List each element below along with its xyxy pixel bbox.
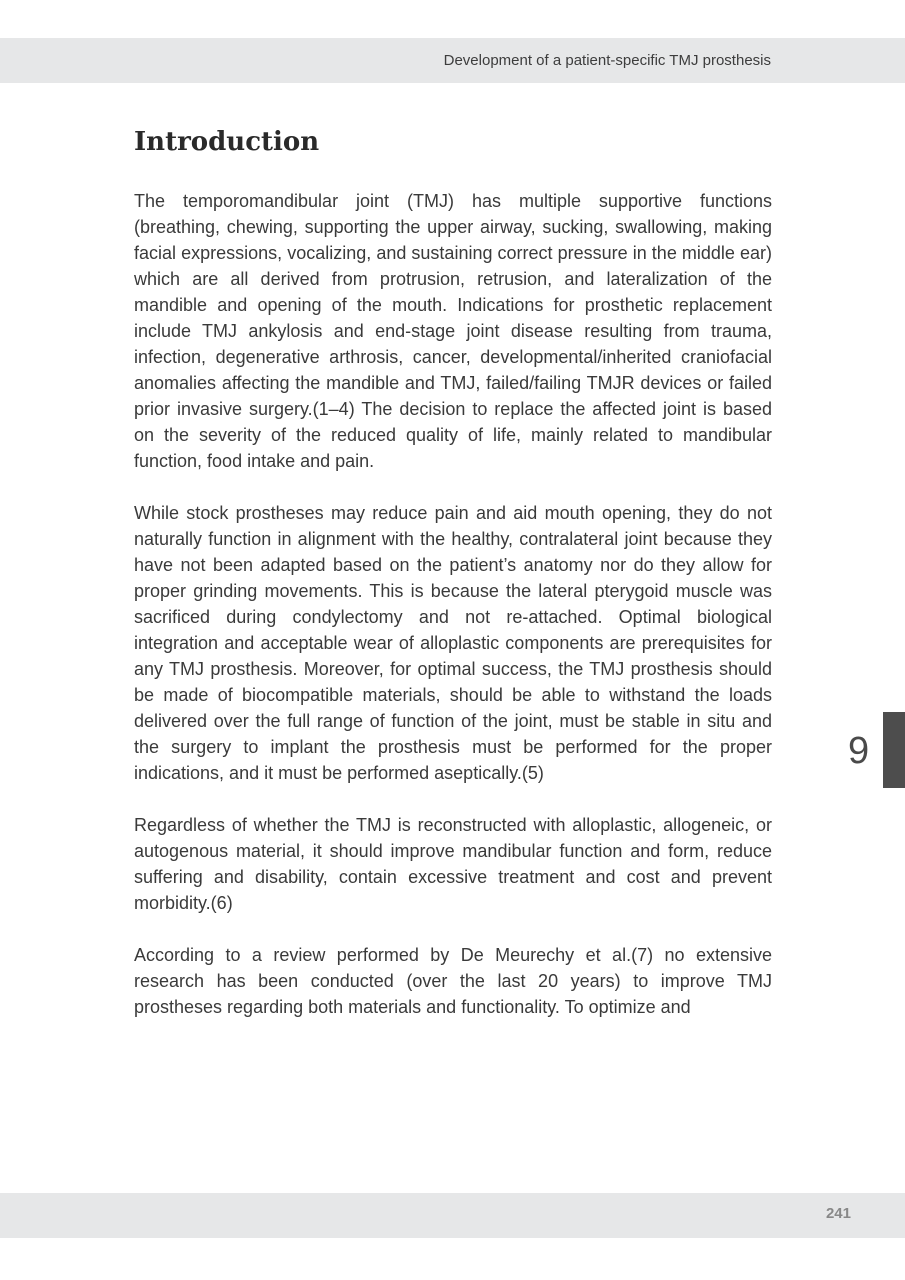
running-header xyxy=(0,38,905,83)
chapter-number: 9 xyxy=(848,730,870,772)
page-footer xyxy=(0,1193,905,1238)
section-title: Introduction xyxy=(134,127,320,157)
running-title: Development of a patient-specific TMJ prosthesis xyxy=(443,52,771,69)
paragraph: Regardless of whether the TMJ is reconstructed with alloplastic, allogeneic, or autogenous material, it should improve mandibular function and form, reduce suffering and disability, contain excessive treatment and cost and prevent morbidity.(6) xyxy=(134,815,772,913)
chapter-tab-marker xyxy=(883,712,905,788)
paragraph: The temporomandibular joint (TMJ) has multiple supportive functions (breathing, chewing, supporting the upper airway, sucking, swallowing, making facial expressions, vocalizing, and sustaining correct pressure in the middle ear) which are all derived from protrusion, retrusion, and lateralization of the mandible and opening of the mouth. Indications for prosthetic replacement include TMJ ankylosis and end-stage joint disease resulting from trauma, infection, degenerative arthrosis, cancer, developmental/inherited craniofacial anomalies affecting the mandible and TMJ, failed/failing TMJR devices or failed prior invasive surgery.(1–4) The decision to replace the affected joint is based on the severity of the reduced quality of life, mainly related to mandibular function, food intake and pain. xyxy=(134,191,772,471)
page-number: 241 xyxy=(825,1205,851,1222)
paragraph: While stock prostheses may reduce pain and aid mouth opening, they do not naturally function in alignment with the healthy, contralateral joint because they have not been adapted based on the patient’s anatomy nor do they allow for proper grinding movements. This is because the lateral pterygoid muscle was sacrificed during condylectomy and not re-attached. Optimal biological integration and acceptable wear of alloplastic components are prerequisites for any TMJ prosthesis. Moreover, for optimal success, the TMJ prosthesis should be made of biocompatible materials, should be able to withstand the loads delivered over the full range of function of the joint, must be stable in situ and the surgery to implant the prosthesis must be performed for the proper indications, and it must be performed aseptically.(5) xyxy=(134,503,772,783)
paragraph: According to a review performed by De Meurechy et al.(7) no extensive research has been conducted (over the last 20 years) to improve TMJ prostheses regarding both materials and functionality. To optimize and xyxy=(134,945,772,1017)
main-content xyxy=(134,122,772,1046)
